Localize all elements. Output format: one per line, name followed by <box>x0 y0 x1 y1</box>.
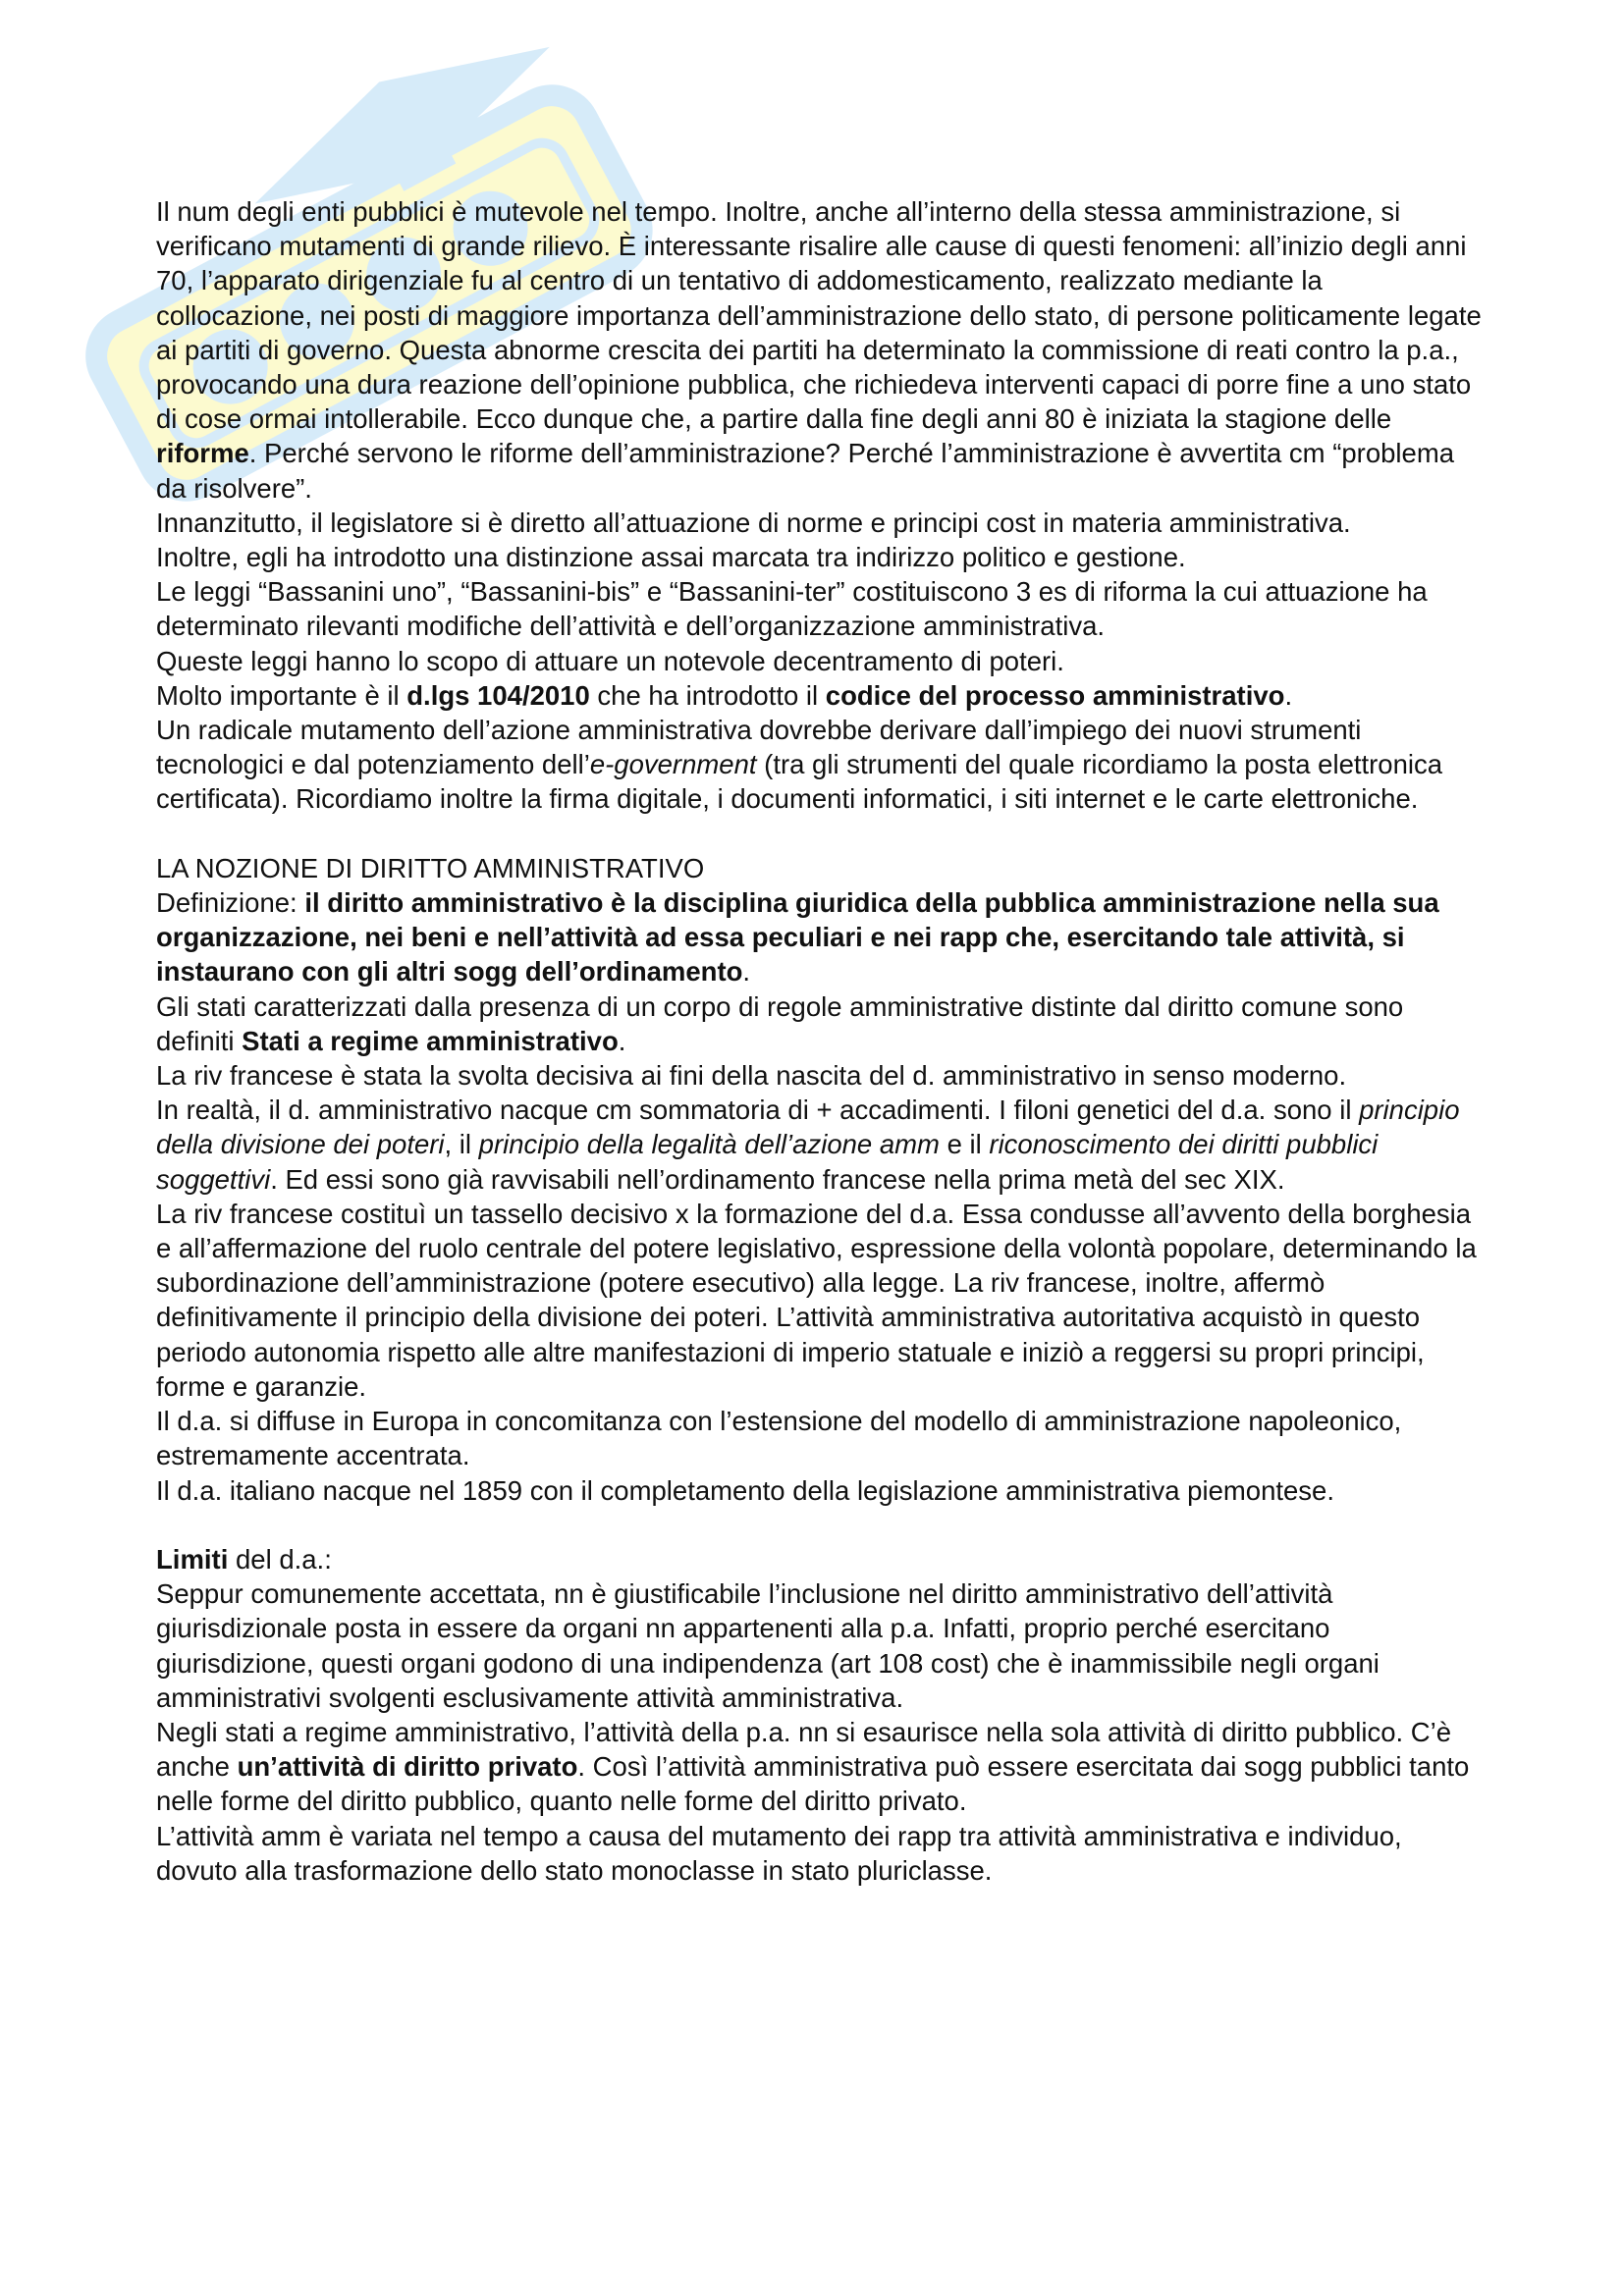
italic-text: principio della divisione dei poteri <box>156 1095 1460 1160</box>
italic-text: riconoscimento dei diritti pubblici soggettivi <box>156 1129 1379 1195</box>
spacer <box>156 1508 1482 1542</box>
text: Definizione: <box>156 887 305 919</box>
document-body <box>156 194 1482 1888</box>
paragraph-italia: Il d.a. italiano nacque nel 1859 con il completamento della legislazione amministrativa piemontese. <box>156 1474 1334 1506</box>
paragraph-dlgs <box>156 678 1482 713</box>
bold-text: codice del processo amministrativo <box>825 679 1285 711</box>
bold-text: il diritto amministrativo è la disciplina giuridica della pubblica amministrazione nella sua organizzazione, nei beni e nell’attività ad essa peculiari e nei rapp che, esercitando tale attività, si instaurano con gli altri sogg dell’ordinamento <box>156 887 1439 988</box>
paragraph-riv-francese-1: La riv francese è stata la svolta decisiva ai fini della nascita del d. amministrativo in senso moderno. <box>156 1060 1347 1092</box>
text: Il num degli enti pubblici è mutevole nel tempo. Inoltre, anche all’interno della stessa amministrazione, si verificano mutamenti di grande rilievo. È interessante risalire alle cause di questi fenomeni: all’inizio degli anni 70, l’apparato dirigenziale fu al centro di un tentativo di addomesticamento, realizzato mediante la collocazione, nei posti di maggiore importanza dell’amministrazione dello stato, di persone politicamente legate ai partiti di governo. Questa abnorme crescita dei partiti ha determinato la commissione di reati contro la p.a., provocando una dura reazione dell’opinione pubblica, che richiedeva interventi capaci di porre fine a uno stato di cose ormai intollerabile. Ecco dunque che, a partire dalla fine degli anni 80 è iniziata la stagione delle <box>156 196 1482 435</box>
spacer <box>156 817 1482 851</box>
italic-text: principio della legalità dell’azione amm <box>478 1129 940 1160</box>
text: che ha introdotto il <box>589 679 826 711</box>
paragraph-riv-francese-2: La riv francese costituì un tassello decisivo x la formazione del d.a. Essa condusse all’avvento della borghesia e all’affermazione del ruolo centrale del potere legislativo, espressione della volontà popolare, determinando la subordinazione dell’amministrazione (potere esecutivo) alla legge. La riv francese, inoltre, affermò definitivamente il principio della divisione dei poteri. L’attività amministrativa autoritativa acquistò in questo periodo autonomia rispetto alle altre manifestazioni di imperio statuale e iniziò a reggersi su propri principi, forme e garanzie. <box>156 1198 1477 1402</box>
section-heading-nozione: LA NOZIONE DI DIRITTO AMMINISTRATIVO <box>156 852 705 883</box>
text: . <box>742 956 751 988</box>
text: . Ed essi sono già ravvisabili nell’ordinamento francese nella prima metà del sec XIX. <box>270 1163 1285 1195</box>
paragraph-decentramento: Queste leggi hanno lo scopo di attuare un notevole decentramento di poteri. <box>156 645 1064 676</box>
italic-text: e-government <box>589 749 757 780</box>
text: Molto importante è il <box>156 679 407 711</box>
text: , il <box>444 1129 479 1160</box>
paragraph-enti-pubblici <box>156 194 1482 506</box>
text: In realtà, il d. amministrativo nacque cm sommatoria di + accadimenti. I filoni genetici del d.a. sono il <box>156 1095 1360 1126</box>
text: (tra gli strumenti del quale ricordiamo la posta elettronica certificata). Ricordiamo inoltre la firma digitale, i documenti informatici, i siti internet e le carte elettroniche. <box>156 749 1443 815</box>
text: Un radicale mutamento dell’azione amministrativa dovrebbe derivare dall’impiego dei nuovi strumenti tecnologici e dal potenziamento dell’ <box>156 715 1362 780</box>
paragraph-diritto-privato <box>156 1715 1482 1819</box>
paragraph-bassanini: Le leggi “Bassanini uno”, “Bassanini-bis” e “Bassanini-ter” costituiscono 3 es di riforma la cui attuazione ha determinato rilevanti modifiche dell’attività e dell’organizzazione amministrativa. <box>156 576 1428 642</box>
text: . Così l’attività amministrativa può essere esercitata dai sogg pubblici tanto nelle forme del diritto pubblico, quanto nelle forme del diritto privato. <box>156 1751 1470 1817</box>
text: e il <box>939 1129 990 1160</box>
paragraph-stati-regime <box>156 989 1482 1058</box>
text: . Perché servono le riforme dell’amministrazione? Perché l’amministrazione è avvertita cm “problema da risolvere”. <box>156 438 1455 504</box>
paragraph-attivita-amm: L’attività amm è variata nel tempo a causa del mutamento dei rapp tra attività amministrativa e individuo, dovuto alla trasformazione dello stato monoclasse in stato pluriclasse. <box>156 1820 1402 1886</box>
text: . <box>1284 679 1293 711</box>
bold-text: Stati a regime amministrativo <box>242 1025 619 1056</box>
bold-text: d.lgs 104/2010 <box>406 679 590 711</box>
paragraph-definizione <box>156 885 1482 989</box>
paragraph-e-government <box>156 713 1482 817</box>
paragraph-giurisdizione: Seppur comunemente accettata, nn è giustificabile l’inclusione nel diritto amministrativo dell’attività giurisdizionale posta in essere da organi nn appartenenti alla p.a. Infatti, proprio perché esercitano giurisdizione, questi organi godono di una indipendenza (art 108 cost) che è inammissibile negli organi amministrativi svolgenti esclusivamente attività amministrativa. <box>156 1578 1380 1713</box>
section-heading-limiti <box>156 1542 1482 1576</box>
text: del d.a.: <box>228 1543 332 1575</box>
bold-text: Limiti <box>156 1543 229 1575</box>
bold-text: un’attività di diritto privato <box>237 1751 578 1783</box>
text: Negli stati a regime amministrativo, l’attività della p.a. nn si esaurisce nella sola attività di diritto pubblico. C’è anche <box>156 1716 1452 1783</box>
paragraph-europa: Il d.a. si diffuse in Europa in concomitanza con l’estensione del modello di amministrazione napoleonico, estremamente accentrata. <box>156 1406 1402 1471</box>
paragraph-innanzitutto: Innanzitutto, il legislatore si è diretto all’attuazione di norme e principi cost in materia amministrativa. <box>156 507 1351 538</box>
paragraph-inoltre: Inoltre, egli ha introdotto una distinzione assai marcata tra indirizzo politico e gestione. <box>156 542 1186 573</box>
text: . <box>618 1025 626 1056</box>
paragraph-in-realta <box>156 1093 1482 1197</box>
bold-text: riforme <box>156 438 249 469</box>
text: Gli stati caratterizzati dalla presenza di un corpo di regole amministrative distinte dal diritto comune sono definiti <box>156 990 1404 1056</box>
